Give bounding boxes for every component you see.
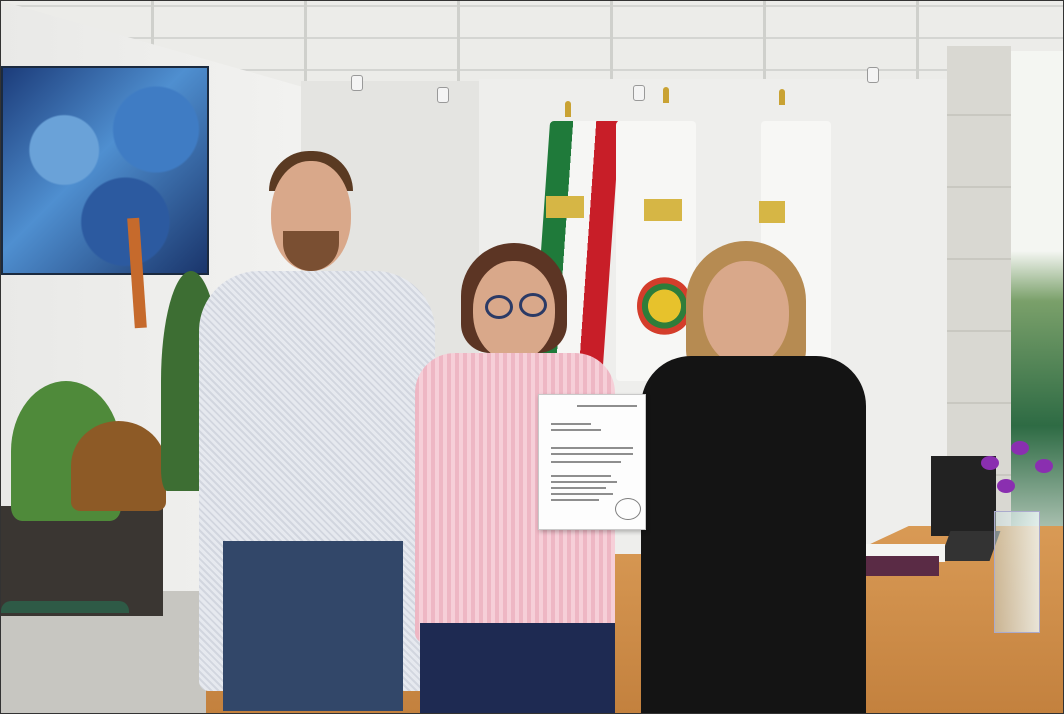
doc-text-line (551, 429, 601, 431)
doc-text-line (551, 499, 599, 501)
man-in-gray-shirt (199, 151, 435, 713)
doc-text-line (577, 405, 637, 407)
flag-fringe (759, 201, 785, 223)
doc-text-line (551, 475, 611, 477)
desk-book (863, 556, 939, 576)
document-stamp (615, 498, 641, 520)
wall-painting (1, 66, 209, 275)
glass-vase (994, 511, 1040, 633)
orchid-flower (1011, 441, 1029, 455)
window (1011, 51, 1063, 551)
glasses (519, 293, 547, 317)
chair (1, 601, 129, 714)
flag-fringe (644, 199, 682, 221)
planter-box (1, 506, 163, 616)
woman-in-black-blouse (641, 241, 866, 713)
flag-pole-tip (663, 87, 669, 103)
flag-pole-tip (565, 101, 571, 117)
navy-pants (420, 623, 615, 714)
ceiling-spotlight (633, 85, 645, 101)
doc-text-line (551, 481, 617, 483)
orchid-flower (981, 456, 999, 470)
ceiling-spotlight (437, 87, 449, 103)
face (703, 261, 789, 366)
doc-text-line (551, 447, 633, 449)
ceiling-spotlight (867, 67, 879, 83)
jeans (223, 541, 403, 711)
doc-text-line (551, 493, 613, 495)
glasses (485, 295, 513, 319)
ceiling-spotlight (351, 75, 363, 91)
flag-pole-tip (779, 89, 785, 105)
orchid-flower (997, 479, 1015, 493)
croton-plant (71, 421, 166, 511)
black-blouse (641, 356, 866, 714)
doc-text-line (551, 461, 621, 463)
signed-document (538, 394, 646, 530)
orchid-flower (1035, 459, 1053, 473)
doc-text-line (551, 487, 606, 489)
doc-text-line (551, 453, 633, 455)
doc-text-line (551, 423, 591, 425)
flag-fringe (546, 196, 584, 218)
